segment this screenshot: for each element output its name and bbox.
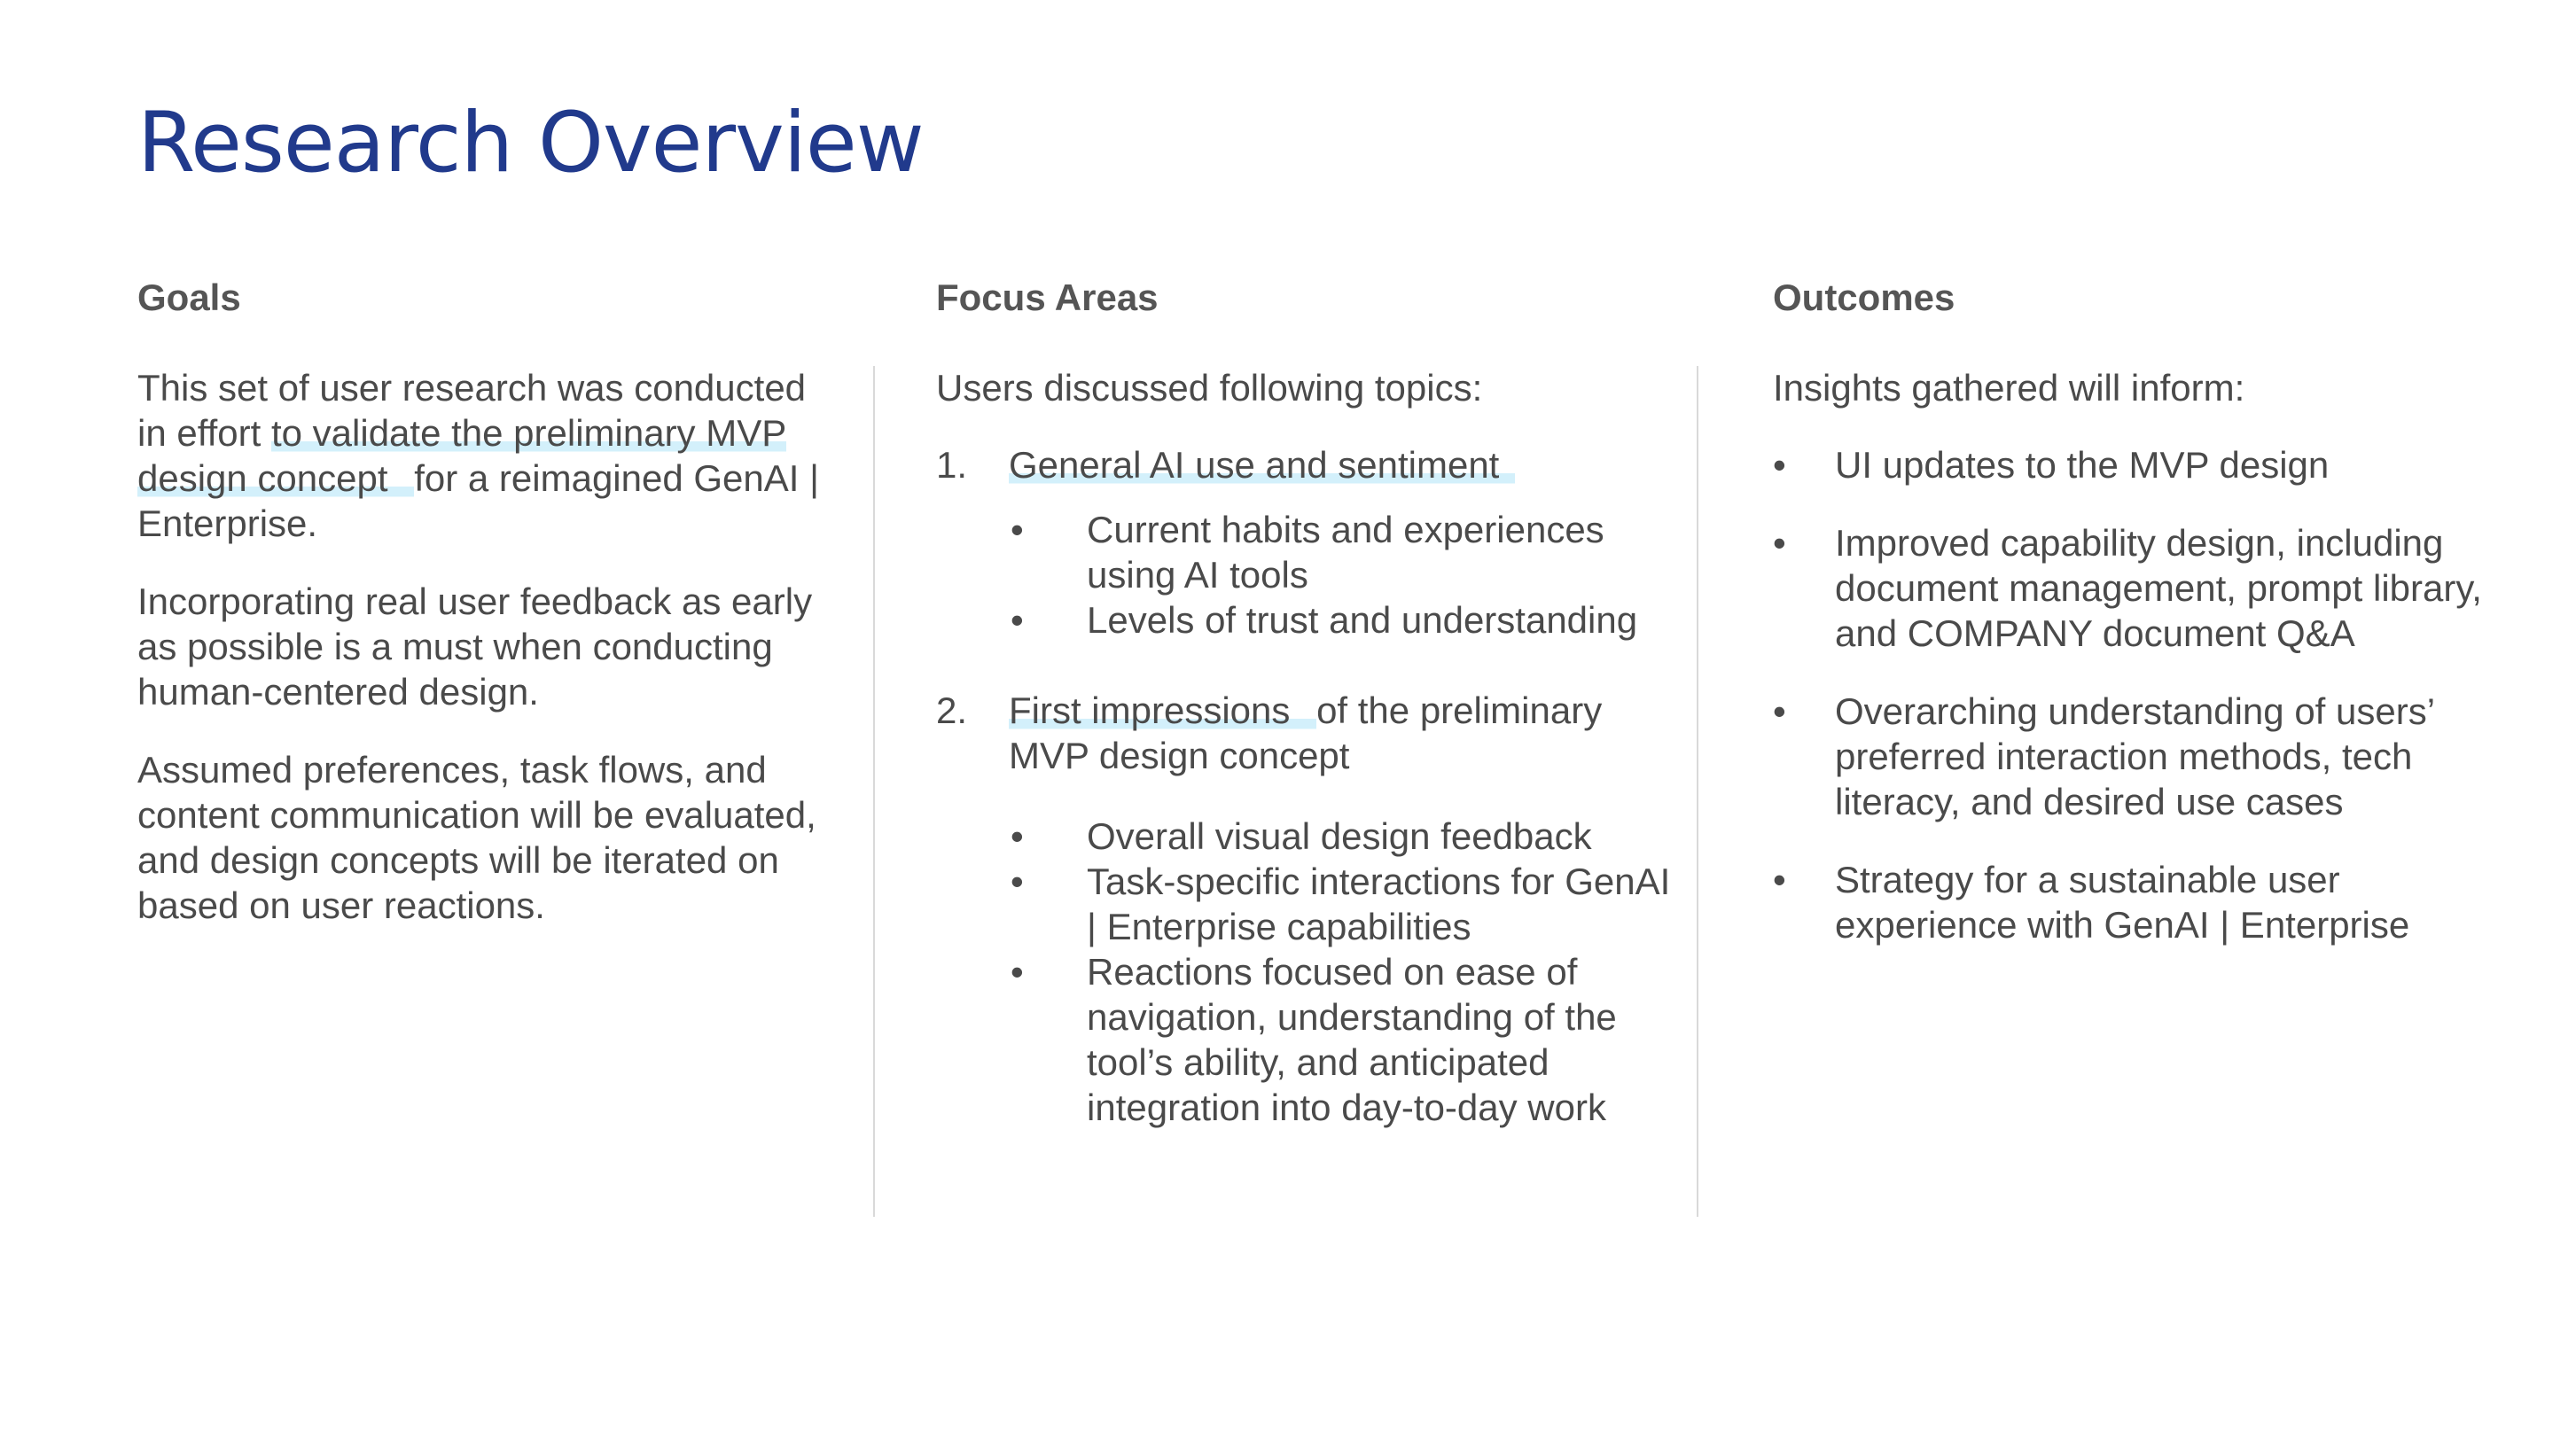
focus-item-2 [936,688,1672,1130]
focus-heading: Focus Areas [936,277,1159,318]
sub-item-text: Overall visual design feedback [1087,815,1592,857]
goals-p1-highlight: to validate the preliminary MVP design concept [137,412,787,499]
list-item [1773,857,2482,947]
focus-item-1-number: 1. [936,444,968,486]
bullet-icon: • [1011,599,1024,641]
goals-paragraph-2: Incorporating real user feedback as early as possible is a must when conducting human-centered design. [137,580,813,713]
outcomes-list [1773,442,2482,947]
list-item [1009,814,1672,859]
outcome-text: Improved capability design, including document management, prompt library, and COMPANY document Q&A [1835,522,2482,654]
list-item [1773,520,2482,656]
list-item [1773,442,2482,487]
bullet-icon: • [1773,522,1786,564]
sub-item-text: Current habits and experiences using AI tools [1087,509,1604,596]
goals-paragraph-1 [137,365,838,546]
list-item [1009,859,1672,949]
goals-column [137,275,838,961]
list-item [1773,689,2482,824]
focus-item-1-highlight: General AI use and sentiment [1009,444,1515,486]
bullet-icon: • [1011,951,1024,993]
outcome-text: Strategy for a sustainable user experience with GenAI | Enterprise [1835,859,2410,946]
list-item [1009,507,1672,597]
sub-item-text: Task-specific interactions for GenAI | Enterprise capabilities [1087,861,1671,947]
bullet-icon: • [1773,690,1786,732]
outcomes-heading: Outcomes [1773,277,1955,318]
sub-item-text: Levels of trust and understanding [1087,599,1638,641]
column-divider-left [873,366,875,1217]
goals-p1-text-start: This set of user research was conducted in effort [137,367,807,454]
focus-item-2-number: 2. [936,689,968,731]
goals-paragraph-3: Assumed preferences, task flows, and content communication will be evaluated, and design concepts will be iterated on based on user reactions. [137,749,816,926]
outcome-text: UI updates to the MVP design [1835,444,2330,486]
outcomes-intro: Insights gathered will inform: [1773,367,2245,409]
slide-title: Research Overview [137,95,924,191]
focus-item-2-sublist [1009,814,1672,1130]
focus-column [936,275,1672,1130]
bullet-icon: • [1773,859,1786,900]
bullet-icon: • [1773,444,1786,486]
goals-heading: Goals [137,277,241,318]
bullet-icon: • [1011,509,1024,550]
sub-item-text: Reactions focused on ease of navigation, understanding of the tool’s ability, and anticipated integration into day-to-day work [1087,951,1617,1128]
list-item [1009,949,1672,1130]
list-item [1009,597,1672,643]
outcomes-body [1773,365,2482,947]
goals-p1-text-end: for a reimagined GenAI | Enterprise. [137,457,820,544]
focus-intro: Users discussed following topics: [936,367,1483,409]
focus-item-2-highlight: First impressions [1009,689,1316,731]
column-divider-right [1697,366,1698,1217]
goals-body [137,365,838,928]
outcome-text: Overarching understanding of users’ preferred interaction methods, tech literacy, and desired use cases [1835,690,2434,822]
focus-body [936,365,1672,1130]
bullet-icon: • [1011,815,1024,857]
focus-item-1 [936,442,1672,643]
focus-item-1-sublist [1009,507,1672,643]
focus-item-2-text: of the preliminary MVP design concept [1009,689,1603,776]
outcomes-column [1773,275,2482,980]
bullet-icon: • [1011,861,1024,902]
